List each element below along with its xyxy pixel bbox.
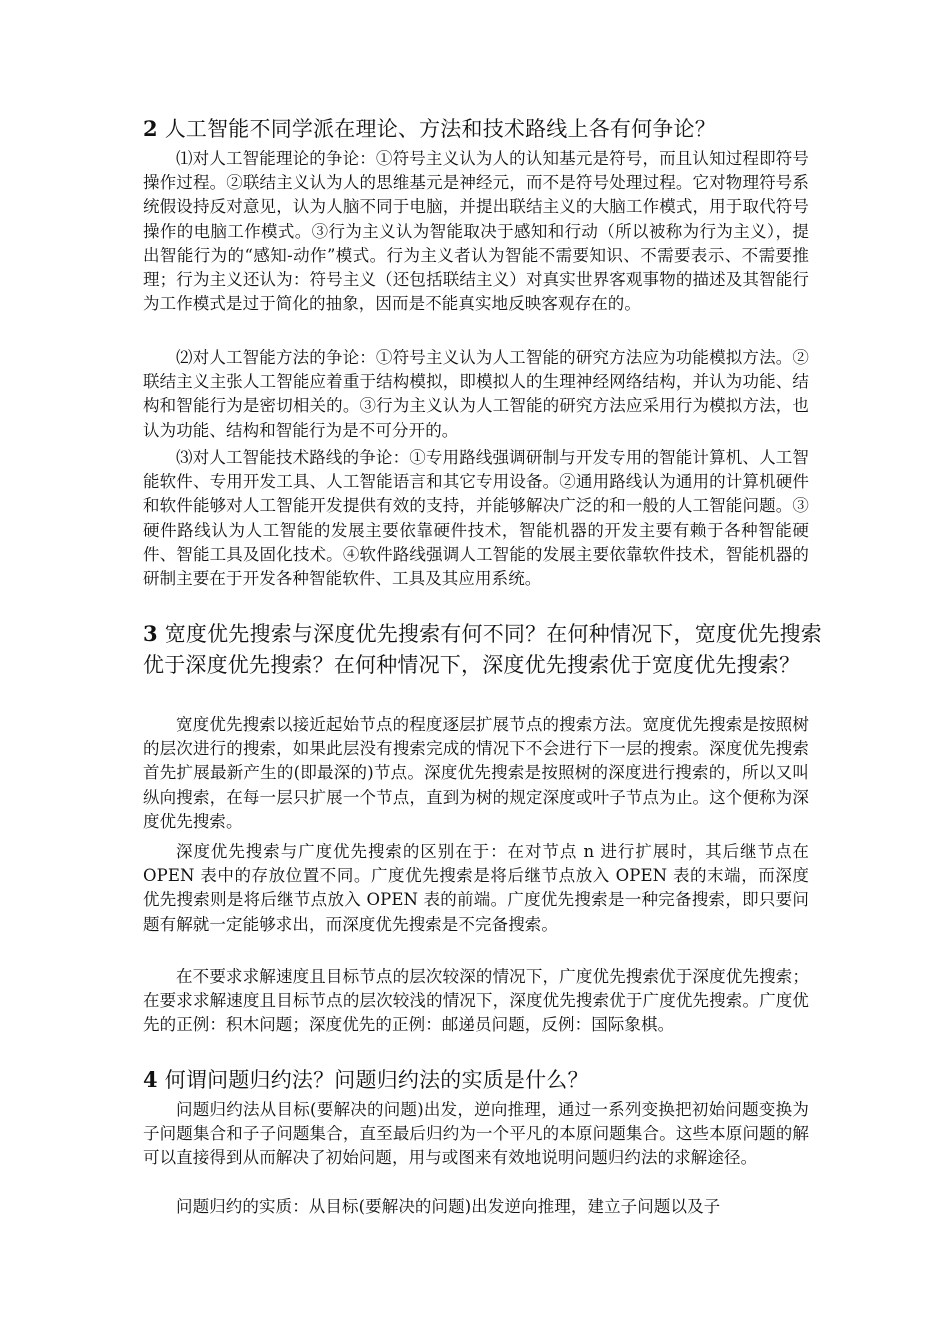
question-number: 3 [143, 621, 158, 646]
question-2-heading [143, 113, 823, 145]
paragraph: ⑴对人工智能理论的争论：①符号主义认为人的认知基元是符号，而且认知过程即符号操作过程。②联结主义认为人的思维基元是神经元，而不是符号处理过程。它对物理符号系统假设持反对意见，认为人脑不同于电脑，并提出联结主义的大脑工作模式，用于取代符号操作的电脑工作模式。③行为主义认为智能取决于感知和行动（所以被称为行为主义），提出智能行为的“感知-动作”模式。行为主义者认为智能不需要知识、不需要表示、不需要推理；行为主义还认为：符号主义（还包括联结主义）对真实世界客观事物的描述及其智能行为工作模式是过于简化的抽象，因而是不能真实地反映客观存在的。 [143, 149, 809, 314]
paragraph: 深度优先搜索与广度优先搜索的区别在于：在对节点 n 进行扩展时，其后继节点在 OPEN 表中的存放位置不同。广度优先搜索是将后继节点放入 OPEN 表的末端，而深度优先搜索则是将后继节点放入 OPEN 表的前端。广度优先搜索是一种完备搜索，即只要问题有解就一定能够求出，而深度优先搜索是不完备搜索。 [143, 842, 809, 934]
paragraph: ⑵对人工智能方法的争论：①符号主义认为人工智能的研究方法应为功能模拟方法。②联结主义主张人工智能应着重于结构模拟，即模拟人的生理神经网络结构，并认为功能、结构和智能行为是密切相关的。③行为主义认为人工智能的研究方法应采用行为模拟方法，也认为功能、结构和智能行为是不可分开的。 [143, 348, 809, 440]
question-3-heading [143, 618, 823, 681]
question-number: 4 [143, 1067, 158, 1092]
paragraph: 问题归约法从目标(要解决的问题)出发，逆向推理，通过一系列变换把初始问题变换为子问题集合和子子问题集合，直至最后归约为一个平凡的本原问题集合。这些本原问题的解可以直接得到从而解决了初始问题，用与或图来有效地说明问题归约法的求解途径。 [143, 1100, 809, 1168]
question-title: 宽度优先搜索与深度优先搜索有何不同？在何种情况下，宽度优先搜索优于深度优先搜索？在何种情况下，深度优先搜索优于宽度优先搜索？ [143, 622, 822, 677]
paragraph: 问题归约的实质：从目标(要解决的问题)出发逆向推理，建立子问题以及子 [176, 1197, 721, 1216]
question-number: 2 [143, 116, 158, 141]
paragraph: ⑶对人工智能技术路线的争论：①专用路线强调研制与开发专用的智能计算机、人工智能软件、专用开发工具、人工智能语言和其它专用设备。②通用路线认为通用的计算机硬件和软件能够对人工智能开发提供有效的支持，并能够解决广泛的和一般的人工智能问题。③硬件路线认为人工智能的发展主要依靠硬件技术，智能机器的开发主要有赖于各种智能硬件、智能工具及固化技术。④软件路线强调人工智能的发展主要依靠软件技术，智能机器的研制主要在于开发各种智能软件、工具及其应用系统。 [143, 448, 809, 589]
question-title: 人工智能不同学派在理论、方法和技术路线上各有何争论？ [164, 117, 716, 141]
question-4-heading [143, 1064, 823, 1096]
question-title: 何谓问题归约法？问题归约法的实质是什么？ [164, 1068, 589, 1092]
paragraph: 在不要求求解速度且目标节点的层次较深的情况下，广度优先搜索优于深度优先搜索；在要求求解速度且目标节点的层次较浅的情况下，深度优先搜索优于广度优先搜索。广度优先的正例：积木问题；深度优先的正例：邮递员问题，反例：国际象棋。 [143, 967, 809, 1035]
paragraph: 宽度优先搜索以接近起始节点的程度逐层扩展节点的搜索方法。宽度优先搜索是按照树的层次进行的搜索，如果此层没有搜索完成的情况下不会进行下一层的搜索。深度优先搜索首先扩展最新产生的(即最深的)节点。深度优先搜索是按照树的深度进行搜索的，所以又叫纵向搜索，在每一层只扩展一个节点，直到为树的规定深度或叶子节点为止。这个便称为深度优先搜索。 [143, 715, 809, 831]
